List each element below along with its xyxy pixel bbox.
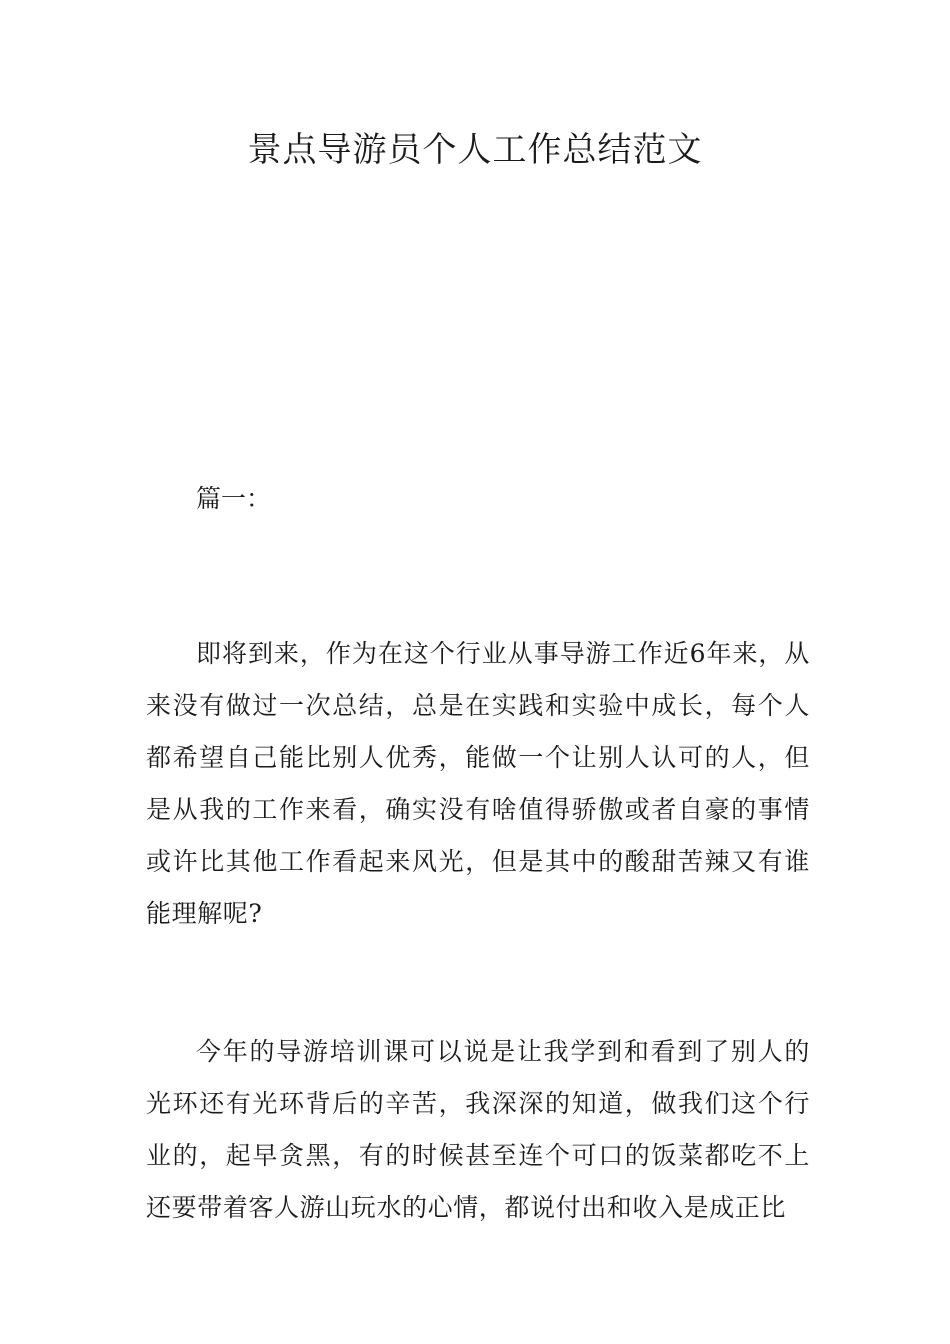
- paragraph-2: 今年的导游培训课可以说是让我学到和看到了别人的光环还有光环背后的辛苦，我深深的知道，做我们这个行业的，起早贪黑，有的时候甚至连个可口的饭菜都吃不上还要带着客人游山玩水的心情，都说付出和收入是成正比: [146, 1037, 810, 1222]
- section-heading: 篇一：: [196, 484, 272, 513]
- document-title: 景点导游员个人工作总结范文: [247, 130, 703, 170]
- paragraph-1: 即将到来，作为在这个行业从事导游工作近6年来，从来没有做过一次总结，总是在实践和实验中成长，每个人都希望自己能比别人优秀，能做一个让别人认可的人，但是从我的工作来看，确实没有啥值得骄傲或者自豪的事情或许比其他工作看起来风光，但是其中的酸甜苦辣又有谁能理解呢?: [146, 639, 810, 928]
